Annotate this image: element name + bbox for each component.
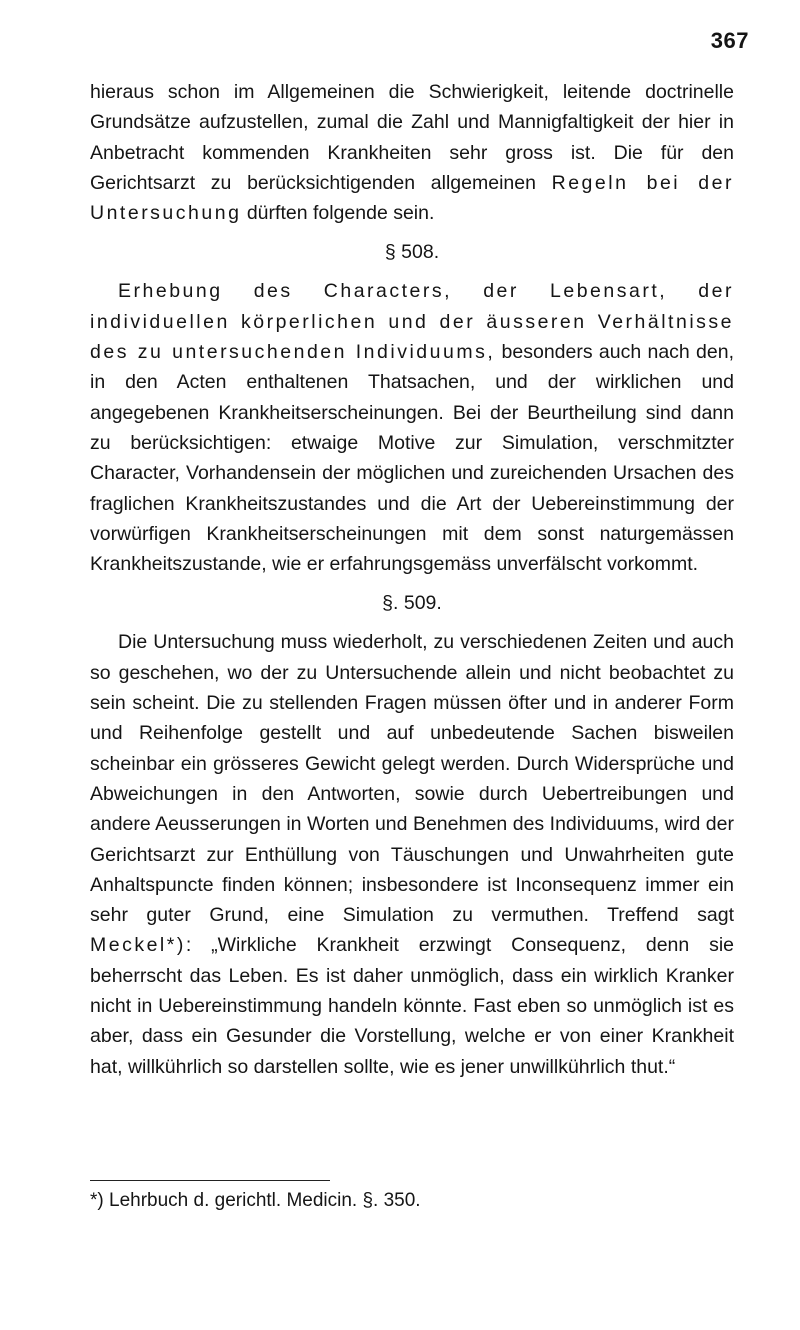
footnote-divider	[90, 1180, 330, 1181]
intro-text-end: dürften folgende sein.	[241, 202, 435, 225]
intro-text: hieraus schon im Allgemeinen die Schwierigkeit, leitende doctrinelle Grundsätze aufzustellen, zumal die Zahl und Mannigfaltigkeit der hier in Anbetracht kommenden Krankheiten sehr gross ist. Die für den Gerichtsarzt zu berücksichtigenden allgemeinen	[90, 81, 734, 194]
intro-paragraph	[90, 77, 734, 228]
body-text	[90, 77, 734, 1082]
meckel-quote: : „Wirkliche Krankheit erzwingt Consequenz, denn sie beherrscht das Leben. Es ist daher unmöglich, dass ein wirklich Kranker nicht in Uebereinstimmung handeln könnte. Fast eben so unmöglich ist es aber, dass ein Gesunder die Vorstellung, welche er von einer Krankheit hat, willkührlich so darstellen sollte, wie es jener unwillkührlich thut.“	[90, 934, 734, 1078]
page-number: 367	[710, 28, 749, 53]
section-509-text: Die Untersuchung muss wiederholt, zu verschiedenen Zeiten und auch so geschehen, wo der zu Untersuchende allein und nicht beobachtet zu sein scheint. Die zu stellenden Fragen müssen öfter und in anderer Form und Reihenfolge gestellt und auf unbedeutende Sachen bisweilen scheinbar ein grösseres Gewicht gelegt werden. Durch Widersprüche und Abweichungen in den Antworten, sowie durch Uebertreibungen und andere Aeusserungen in Worten und Benehmen des Individuums, wird der Gerichtsarzt zur Enthüllung von Täuschungen und Unwahrheiten gute Anhaltspuncte finden können; insbesondere ist Inconsequenz immer ein sehr guter Grund, eine Simulation zu vermuthen. Treffend sagt	[90, 631, 734, 927]
author-name-meckel: Meckel*)	[90, 934, 186, 957]
section-508-emphasis: Erhebung des Characters, der Lebensart, der individuellen körperlichen und der äusseren Verhältnisse des zu untersuchenden Individuums,	[90, 280, 734, 364]
footnote: *) Lehrbuch d. gerichtl. Medicin. §. 350.	[90, 1190, 421, 1211]
section-508-text: besonders auch nach den, in den Acten enthaltenen Thatsachen, und der wirklichen und angegebenen Krankheitserscheinungen. Bei der Beurtheilung sind dann zu berücksichtigen: etwaige Motive zur Simulation, verschmitzter Character, Vorhandensein der möglichen und zureichenden Ursachen des fraglichen Krankheitszustandes und die Art der Uebereinstimmung der vorwürfigen Krankheitserscheinungen mit dem sonst naturgemässen Krankheitszustande, wie er erfahrungsgemäss unverfälscht vorkommt.	[90, 341, 734, 576]
section-509-heading: §. 509.	[382, 592, 442, 615]
section-509-paragraph	[90, 627, 734, 1081]
section-508-paragraph	[90, 276, 734, 579]
section-508-heading: § 508.	[384, 241, 440, 264]
intro-emphasis: Regeln bei der Untersuchung	[90, 171, 734, 225]
